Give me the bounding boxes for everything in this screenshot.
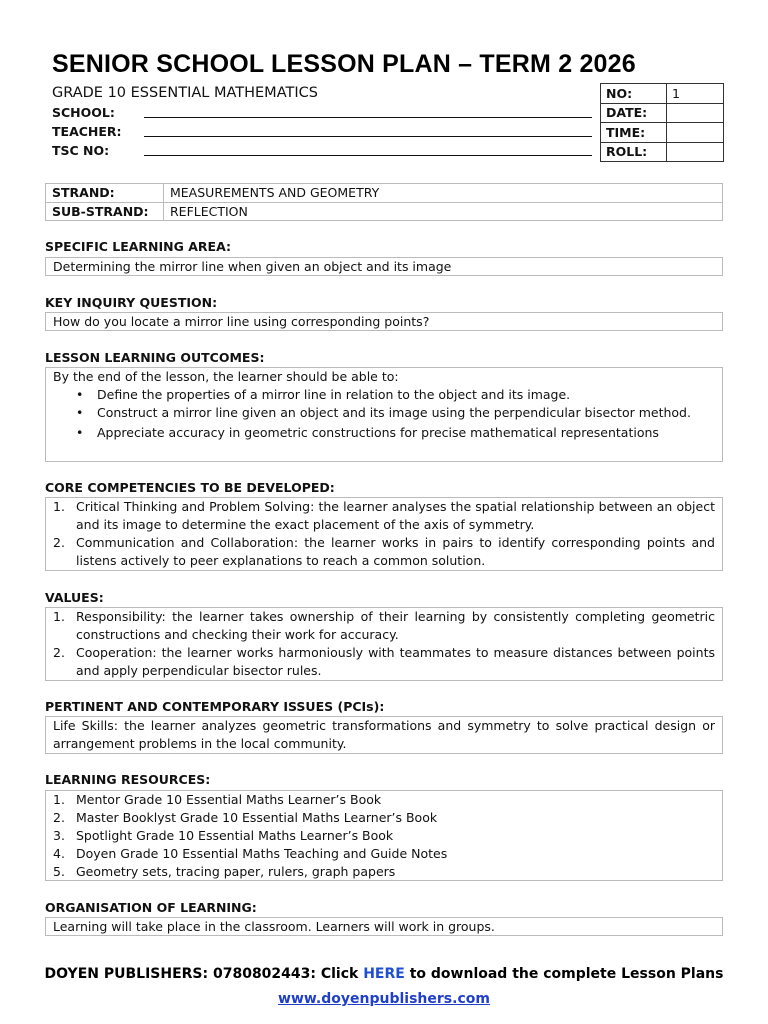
list-item: 2. Communication and Collaboration: the learner works in pairs to identify corresponding points and listens actively to peer explanations to reach a common solution.	[53, 535, 715, 568]
list-item: 1. Mentor Grade 10 Essential Maths Learner’s Book	[53, 792, 382, 807]
teacher-field[interactable]	[52, 123, 144, 141]
list-item: • Appreciate accuracy in geometric constructions for precise mathematical representations	[76, 425, 659, 440]
time-label: TIME:	[601, 123, 667, 143]
list-item: • Define the properties of a mirror line in relation to the object and its image.	[76, 387, 571, 402]
competencies-list	[46, 498, 722, 570]
page-subtitle: GRADE 10 ESSENTIAL MATHEMATICS	[52, 85, 318, 101]
download-link[interactable]: HERE	[363, 966, 405, 982]
competencies-heading: CORE COMPETENCIES TO BE DEVELOPED:	[45, 480, 335, 495]
key-inquiry-heading: KEY INQUIRY QUESTION:	[45, 295, 218, 310]
strand-label: STRAND:	[46, 184, 164, 203]
key-inquiry-text: How do you locate a mirror line using corresponding points?	[45, 312, 723, 331]
page-title: SENIOR SCHOOL LESSON PLAN – TERM 2 2026	[52, 50, 636, 78]
list-item: 1. Responsibility: the learner takes ownership of their learning by consistently completing geometric constructions and checking their work for accuracy.	[53, 609, 715, 642]
list-item: 2. Cooperation: the learner works harmoniously with teammates to measure distances between points and apply perpendicular bisector rules.	[53, 645, 715, 678]
website-link[interactable]: www.doyenpublishers.com	[278, 991, 490, 1007]
strand-table	[45, 183, 723, 221]
no-value[interactable]: 1	[667, 84, 724, 104]
school-field[interactable]	[52, 104, 144, 122]
outcomes-box	[45, 367, 723, 462]
no-label: NO:	[601, 84, 667, 104]
competencies-box	[45, 497, 723, 571]
pcis-heading: PERTINENT AND CONTEMPORARY ISSUES (PCIs):	[45, 699, 385, 714]
list-item: 3. Spotlight Grade 10 Essential Maths Learner’s Book	[53, 828, 394, 843]
roll-value[interactable]	[667, 142, 724, 162]
tsc-line	[144, 155, 592, 156]
date-label: DATE:	[601, 103, 667, 123]
list-item: 1. Critical Thinking and Problem Solving: the learner analyses the spatial relationship between an object and its image to determine the exact placement of the axis of symmetry.	[53, 499, 715, 532]
date-value[interactable]	[667, 103, 724, 123]
specific-learning-area-text: Determining the mirror line when given an object and its image	[45, 257, 723, 276]
tsc-field[interactable]	[52, 142, 144, 160]
tsc-label: TSC NO:	[52, 143, 110, 158]
values-box	[45, 607, 723, 681]
values-heading: VALUES:	[45, 590, 104, 605]
resources-heading: LEARNING RESOURCES:	[45, 772, 211, 787]
substrand-value: REFLECTION	[164, 202, 723, 221]
teacher-line	[144, 136, 592, 137]
roll-label: ROLL:	[601, 142, 667, 162]
teacher-label: TEACHER:	[52, 124, 122, 139]
organisation-heading: ORGANISATION OF LEARNING:	[45, 900, 257, 915]
outcomes-intro: By the end of the lesson, the learner should be able to:	[53, 369, 399, 384]
school-line	[144, 117, 592, 118]
outcomes-list	[46, 386, 722, 442]
bullet-icon: •	[76, 387, 84, 402]
values-list	[46, 608, 722, 680]
meta-table	[600, 83, 724, 162]
resources-box	[45, 790, 723, 881]
specific-learning-area-heading: SPECIFIC LEARNING AREA:	[45, 239, 231, 254]
organisation-text: Learning will take place in the classroom. Learners will work in groups.	[45, 917, 723, 936]
list-item: 5. Geometry sets, tracing paper, rulers, graph papers	[53, 864, 396, 879]
list-item: 4. Doyen Grade 10 Essential Maths Teaching and Guide Notes	[53, 846, 448, 861]
resources-list	[46, 791, 722, 881]
time-value[interactable]	[667, 123, 724, 143]
footer-banner	[0, 966, 768, 982]
pcis-text: Life Skills: the learner analyzes geometric transformations and symmetry to solve practical design or arrangement problems in the local community.	[45, 716, 723, 754]
outcomes-heading: LESSON LEARNING OUTCOMES:	[45, 350, 265, 365]
strand-value: MEASUREMENTS AND GEOMETRY	[164, 184, 723, 203]
footer-suffix: to download the complete Lesson Plans	[404, 966, 724, 982]
bullet-icon: •	[76, 425, 84, 440]
footer-prefix: DOYEN PUBLISHERS: 0780802443: Click	[44, 966, 364, 982]
list-item: • Construct a mirror line given an object and its image using the perpendicular bisector method.	[76, 405, 691, 420]
list-item: 2. Master Booklyst Grade 10 Essential Maths Learner’s Book	[53, 810, 438, 825]
bullet-icon: •	[76, 405, 84, 420]
substrand-label: SUB-STRAND:	[46, 202, 164, 221]
school-label: SCHOOL:	[52, 105, 115, 120]
